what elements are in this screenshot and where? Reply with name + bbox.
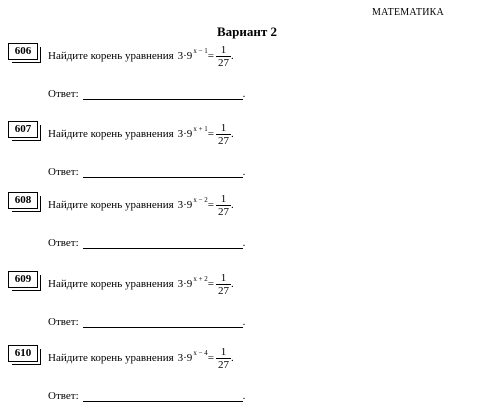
equation: 3·9 x + 2 = $\frac{1}{27}$ .	[177, 271, 234, 297]
task-608	[8, 192, 488, 262]
equation-exponent: x − 2	[193, 196, 208, 204]
subject-header: МАТЕМАТИКА	[372, 7, 444, 18]
equation: 3·9 x − 4 = $\frac{1}{27}$ .	[177, 345, 234, 371]
equation-exponent: x + 1	[193, 125, 208, 133]
answer-label: Ответ:	[48, 88, 79, 100]
equals-sign: =	[207, 50, 214, 62]
answer-line: Ответ: .	[48, 237, 246, 249]
equation-base: 3·9	[177, 278, 193, 290]
equation-base: 3·9	[177, 50, 193, 62]
equals-sign: =	[207, 199, 214, 211]
fraction	[216, 44, 231, 69]
fraction-numerator: 1	[220, 121, 227, 134]
answer-line: Ответ: .	[48, 166, 246, 178]
equation-base: 3·9	[177, 128, 193, 140]
task-number: 609	[8, 271, 38, 288]
answer-blank[interactable]	[83, 237, 243, 249]
equation-exponent: x + 2	[193, 275, 208, 283]
answer-line: Ответ: .	[48, 390, 246, 402]
fraction-numerator: 1	[220, 271, 227, 284]
task-610	[8, 345, 488, 415]
answer-blank[interactable]	[83, 88, 243, 100]
answer-label: Ответ:	[48, 316, 79, 328]
question-text: Найдите корень уравнения	[48, 352, 174, 364]
fraction	[216, 193, 231, 218]
task-609	[8, 271, 488, 341]
question-line	[48, 271, 234, 297]
equation: 3·9 x − 1 = $\frac{1}{27}$ .	[177, 43, 234, 69]
fraction-numerator: 1	[220, 43, 227, 56]
task-number: 607	[8, 121, 38, 138]
task-number: 610	[8, 345, 38, 362]
task-number: 608	[8, 192, 38, 209]
equals-sign: =	[207, 278, 214, 290]
fraction-denominator: 27	[217, 56, 229, 69]
question-text: Найдите корень уравнения	[48, 128, 174, 140]
question-line	[48, 43, 234, 69]
answer-blank[interactable]	[83, 166, 243, 178]
question-text: Найдите корень уравнения	[48, 199, 174, 211]
question-line	[48, 345, 234, 371]
equals-sign: =	[207, 352, 214, 364]
fraction-denominator: 27	[217, 134, 229, 147]
equation-exponent: x − 1	[193, 47, 208, 55]
question-line	[48, 192, 234, 218]
variant-title: Вариант 2	[216, 24, 278, 39]
task-607	[8, 121, 488, 191]
question-text: Найдите корень уравнения	[48, 50, 174, 62]
fraction-denominator: 27	[217, 205, 229, 218]
answer-line: Ответ: .	[48, 88, 246, 100]
task-606	[8, 43, 488, 113]
task-number: 606	[8, 43, 38, 60]
fraction-denominator: 27	[217, 358, 229, 371]
fraction	[216, 346, 231, 371]
equation-base: 3·9	[177, 199, 193, 211]
fraction	[216, 122, 231, 147]
equals-sign: =	[207, 128, 214, 140]
answer-label: Ответ:	[48, 390, 79, 402]
answer-blank[interactable]	[83, 316, 243, 328]
fraction-denominator: 27	[217, 284, 229, 297]
equation: 3·9 x − 2 = $\frac{1}{27}$ .	[177, 192, 234, 218]
question-line	[48, 121, 234, 147]
equation-base: 3·9	[177, 352, 193, 364]
answer-label: Ответ:	[48, 166, 79, 178]
fraction	[216, 272, 231, 297]
equation-exponent: x − 4	[193, 349, 208, 357]
fraction-numerator: 1	[220, 345, 227, 358]
fraction-numerator: 1	[220, 192, 227, 205]
equation: 3·9 x + 1 = $\frac{1}{27}$ .	[177, 121, 234, 147]
answer-label: Ответ:	[48, 237, 79, 249]
answer-line: Ответ: .	[48, 316, 246, 328]
answer-blank[interactable]	[83, 390, 243, 402]
question-text: Найдите корень уравнения	[48, 278, 174, 290]
